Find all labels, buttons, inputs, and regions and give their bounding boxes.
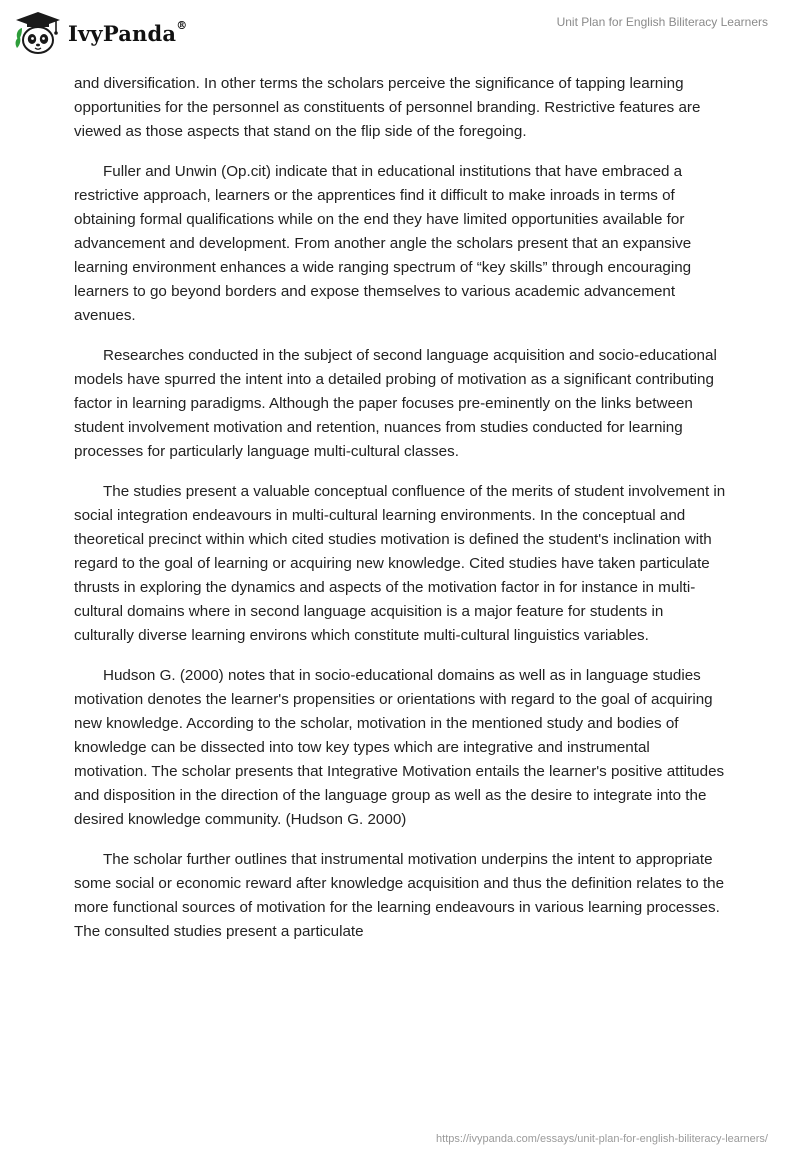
paragraph: and diversification. In other terms the scholars perceive the significance of tapping learning opportunities for the personnel as constituents of personnel branding. Restrictive features are viewed as those aspects that stand on the flip side of the foregoing.	[74, 75, 701, 140]
source-url[interactable]: https://ivypanda.com/essays/unit-plan-for-english-biliteracy-learners/	[436, 1133, 768, 1145]
document-title: Unit Plan for English Biliteracy Learners	[556, 15, 768, 29]
paragraph: Hudson G. (2000) notes that in socio-educational domains as well as in language studies motivation denotes the learner's propensities or orientations with regard to the goal of acquiring new knowledge. According to the scholar, motivation in the mentioned study and bodies of knowledge can be dissected into tow key types which are integrative and instrumental motivation. The scholar presents that Integrative Motivation entails the learner's positive attitudes and disposition in the direction of the language group as well as the desire to integrate into the desired knowledge community. (Hudson G. 2000)	[74, 667, 725, 828]
paragraph: Researches conducted in the subject of second language acquisition and socio-educational models have spurred the intent into a detailed probing of motivation as a significant contributing factor in learning paradigms. Although the paper focuses pre-eminently on the links between student involvement motivation and retention, nuances from studies conducted for learning processes for particularly language multi-cultural classes.	[74, 347, 717, 460]
paragraph: Fuller and Unwin (Op.cit) indicate that in educational institutions that have embraced a restrictive approach, learners or the apprentices find it difficult to make inroads in terms of obtaining formal qualifications while on the end they have limited opportunities available for advancement and development. From another angle the scholars present that an expansive learning environment enhances a wide ranging spectrum of “key skills” through encouraging learners to go beyond borders and expose themselves to various academic advancement avenues.	[74, 163, 692, 324]
page-header	[0, 0, 800, 70]
brand-name: IvyPanda®	[68, 18, 188, 46]
paragraph: The studies present a valuable conceptual confluence of the merits of student involvement in social integration endeavours in multi-cultural learning environments. In the conceptual and theoretical precinct within which cited studies motivation is defined the student's inclination with regard to the goal of learning or acquiring new knowledge. Cited studies have taken particulate thrusts in exploring the dynamics and aspects of the motivation factor in for instance in multi-cultural domains where in second language acquisition is a major feature for students in culturally diverse learning environs which constitute multi-cultural linguistics variables.	[74, 483, 726, 644]
essay-body	[74, 72, 726, 960]
paragraph: The scholar further outlines that instrumental motivation underpins the intent to appropriate some social or economic reward after knowledge acquisition and thus the definition relates to the more functional sources of motivation for the learning endeavours in various learning processes. The consulted studies present a particulate	[74, 851, 725, 940]
panda-graduate-icon	[14, 10, 62, 56]
brand-logo[interactable]	[14, 9, 187, 57]
